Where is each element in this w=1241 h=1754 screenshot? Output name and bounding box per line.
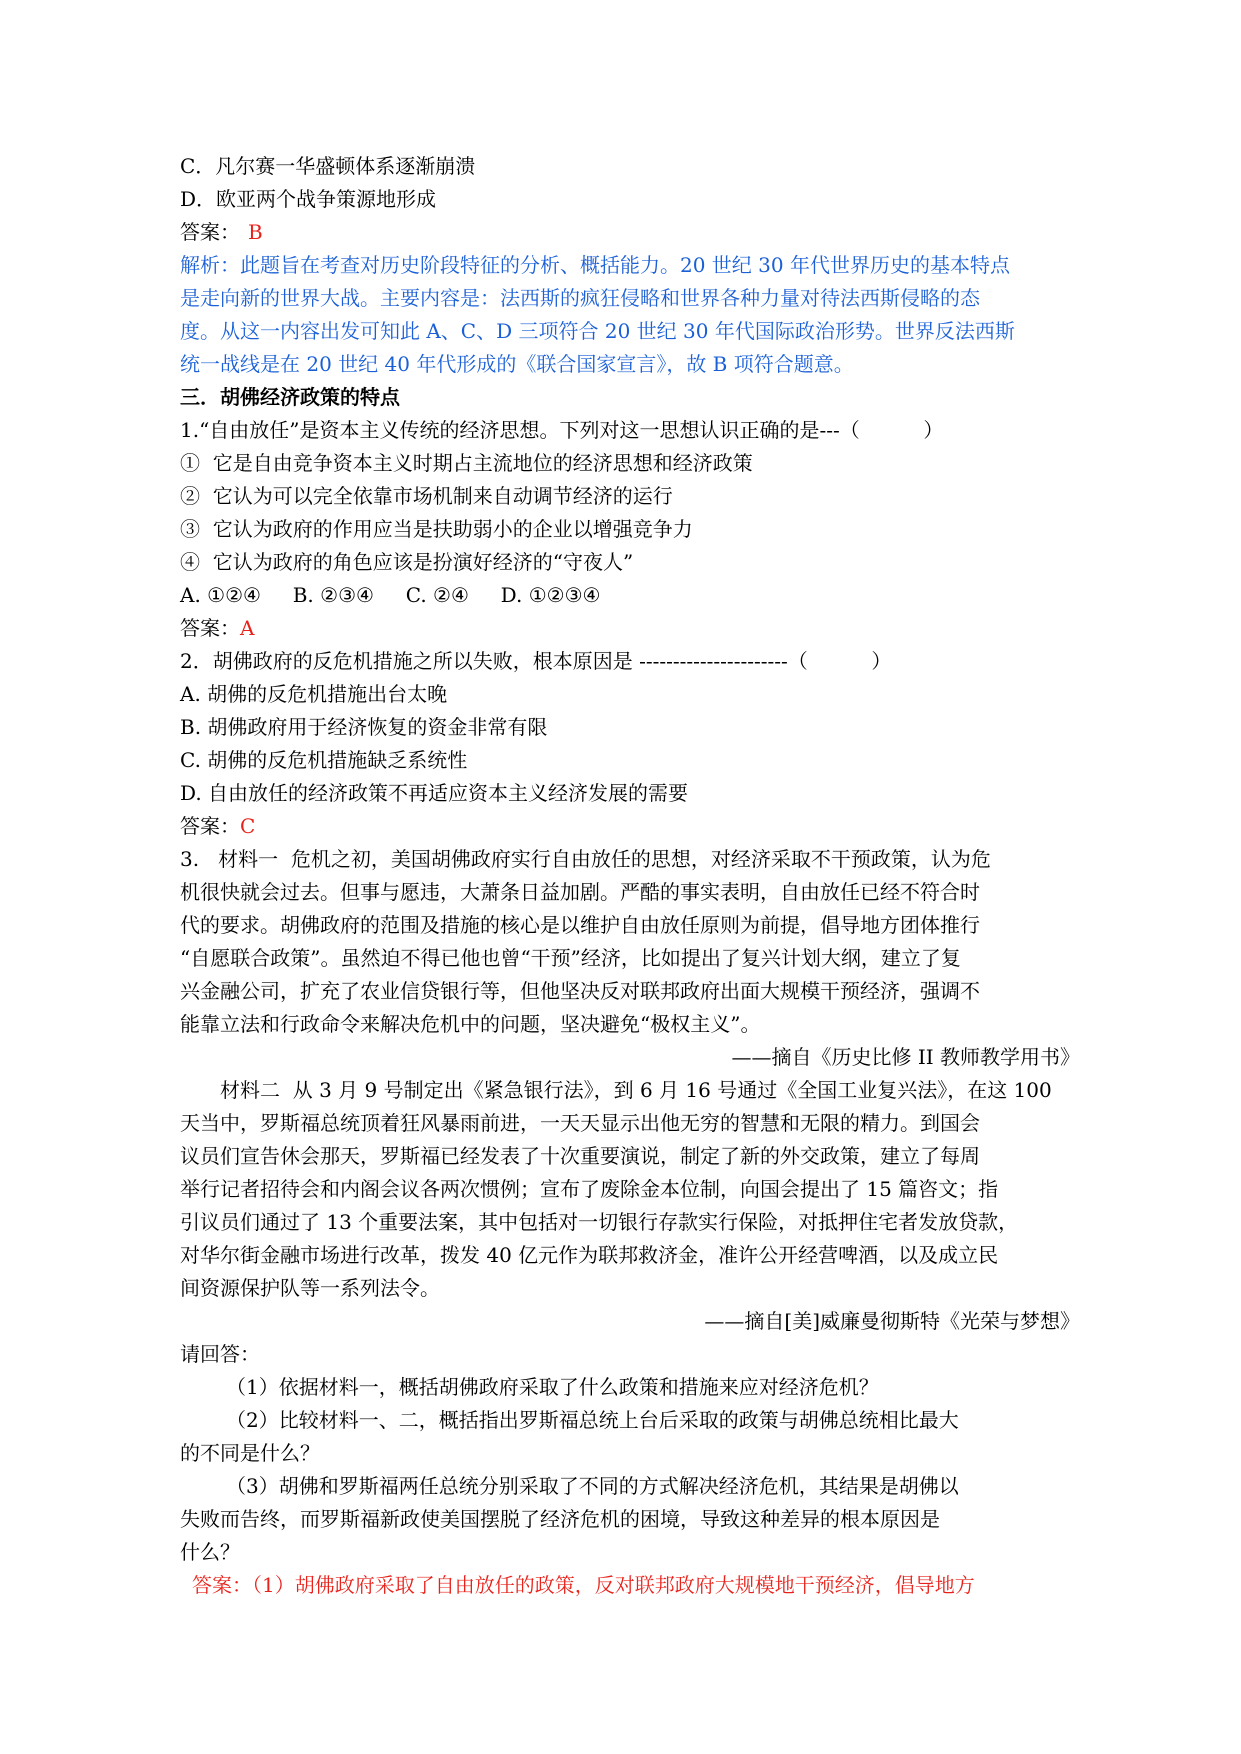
answer-prompt: 请回答： (180, 1342, 260, 1366)
material2-line: 议员们宣告休会那天，罗斯福已经发表了十次重要演说，制定了新的外交政策，建立了每周 (180, 1144, 980, 1168)
document-page (180, 150, 1080, 1602)
answer-label: 答案： (180, 616, 240, 640)
material1-source: ——摘自《历史比修 II 教师教学用书》 (731, 1045, 1080, 1069)
material1-line: 机很快就会过去。但事与愿违，大萧条日益加剧。严酷的事实表明，自由放任已经不符合时 (180, 880, 980, 904)
material2-line: 引议员们通过了 13 个重要法案，其中包括对一切银行存款实行保险，对抵押住宅者发放贷款， (180, 1210, 1019, 1234)
q2-option: B. 胡佛政府用于经济恢复的资金非常有限 (180, 715, 548, 739)
answer-value: C (240, 814, 256, 838)
sub-question-3-cont: 失败而告终，而罗斯福新政使美国摆脱了经济危机的困境，导致这种差异的根本原因是 (180, 1507, 940, 1531)
q2-option: D. 自由放任的经济政策不再适应资本主义经济发展的需要 (180, 781, 689, 805)
answer-label: 答案： (180, 220, 240, 244)
q3-answer: 答案：（1）胡佛政府采取了自由放任的政策，反对联邦政府大规模地干预经济，倡导地方 (192, 1573, 975, 1597)
material1-line: 代的要求。胡佛政府的范围及措施的核心是以维护自由放任原则为前提，倡导地方团体推行 (180, 913, 980, 937)
sub-question-3: （3）胡佛和罗斯福两任总统分别采取了不同的方式解决经济危机，其结果是胡佛以 (226, 1474, 959, 1498)
analysis-line: 是走向新的世界大战。主要内容是：法西斯的疯狂侵略和世界各种力量对待法西斯侵略的态 (180, 286, 980, 310)
answer-value: B (248, 220, 263, 244)
sub-question-3-cont: 什么？ (180, 1540, 240, 1564)
material1-line: 兴金融公司，扩充了农业信贷银行等，但他坚决反对联邦政府出面大规模干预经济，强调不 (180, 979, 980, 1003)
material2-line: 天当中，罗斯福总统顶着狂风暴雨前进，一天天显示出他无穷的智慧和无限的精力。到国会 (180, 1111, 980, 1135)
q1-stem: 1.“自由放任”是资本主义传统的经济思想。下列对这一思想认识正确的是---（ ） (180, 418, 944, 442)
material2-line: 对华尔街金融市场进行改革，拨发 40 亿元作为联邦救济金，准许公开经营啤酒，以及成立民 (180, 1243, 999, 1267)
q2-answer (180, 810, 1080, 843)
q1-answer (180, 612, 1080, 645)
analysis-line: 解析：此题旨在考查对历史阶段特征的分析、概括能力。20 世纪 30 年代世界历史的基本特点 (180, 253, 1010, 277)
material1-line: 3. 材料一 危机之初，美国胡佛政府实行自由放任的思想，对经济采取不干预政策，认为危 (180, 847, 991, 871)
answer-value: A (240, 616, 255, 640)
q2-stem: 2．胡佛政府的反危机措施之所以失败，根本原因是 ----------------------（ ） (180, 649, 892, 673)
q1-item: ③ 它认为政府的作用应当是扶助弱小的企业以增强竞争力 (180, 517, 693, 541)
material1-line: 能靠立法和行政命令来解决危机中的问题，坚决避免“极权主义”。 (180, 1012, 761, 1036)
q1-item: ② 它认为可以完全依靠市场机制来自动调节经济的运行 (180, 484, 673, 508)
q2-option: C. 胡佛的反危机措施缺乏系统性 (180, 748, 468, 772)
option-d: D．欧亚两个战争策源地形成 (180, 187, 437, 211)
material2-line: 材料二 从 3 月 9 号制定出《紧急银行法》，到 6 月 16 号通过《全国工业复兴法》，在这 100 (220, 1078, 1052, 1102)
analysis-line: 度。从这一内容出发可知此 A、C、D 三项符合 20 世纪 30 年代国际政治形势。世界反法西斯 (180, 319, 1015, 343)
material2-line: 举行记者招待会和内阁会议各两次惯例；宣布了废除金本位制，向国会提出了 15 篇咨文；指 (180, 1177, 999, 1201)
q1-options: A. ①②④ B. ②③④ C. ②④ D. ①②③④ (180, 583, 601, 607)
material2-source: ——摘自[美]威廉曼彻斯特《光荣与梦想》 (704, 1309, 1080, 1333)
section-heading: 三．胡佛经济政策的特点 (180, 385, 400, 409)
sub-question-2-cont: 的不同是什么？ (180, 1441, 320, 1465)
q2-option: A. 胡佛的反危机措施出台太晚 (180, 682, 448, 706)
answer-line (180, 216, 1080, 249)
q1-item: ① 它是自由竞争资本主义时期占主流地位的经济思想和经济政策 (180, 451, 753, 475)
sub-question-1: （1）依据材料一，概括胡佛政府采取了什么政策和措施来应对经济危机？ (226, 1375, 879, 1399)
sub-question-2: （2）比较材料一、二，概括指出罗斯福总统上台后采取的政策与胡佛总统相比最大 (226, 1408, 959, 1432)
option-c: C．凡尔赛一华盛顿体系逐渐崩溃 (180, 154, 476, 178)
analysis-line: 统一战线是在 20 世纪 40 年代形成的《联合国家宣言》，故 B 项符合题意。 (180, 352, 854, 376)
q1-item: ④ 它认为政府的角色应该是扮演好经济的“守夜人” (180, 550, 634, 574)
material2-line: 间资源保护队等一系列法令。 (180, 1276, 440, 1300)
answer-label: 答案： (180, 814, 240, 838)
material1-line: “自愿联合政策”。虽然迫不得已他也曾“干预”经济，比如提出了复兴计划大纲，建立了复 (180, 946, 961, 970)
